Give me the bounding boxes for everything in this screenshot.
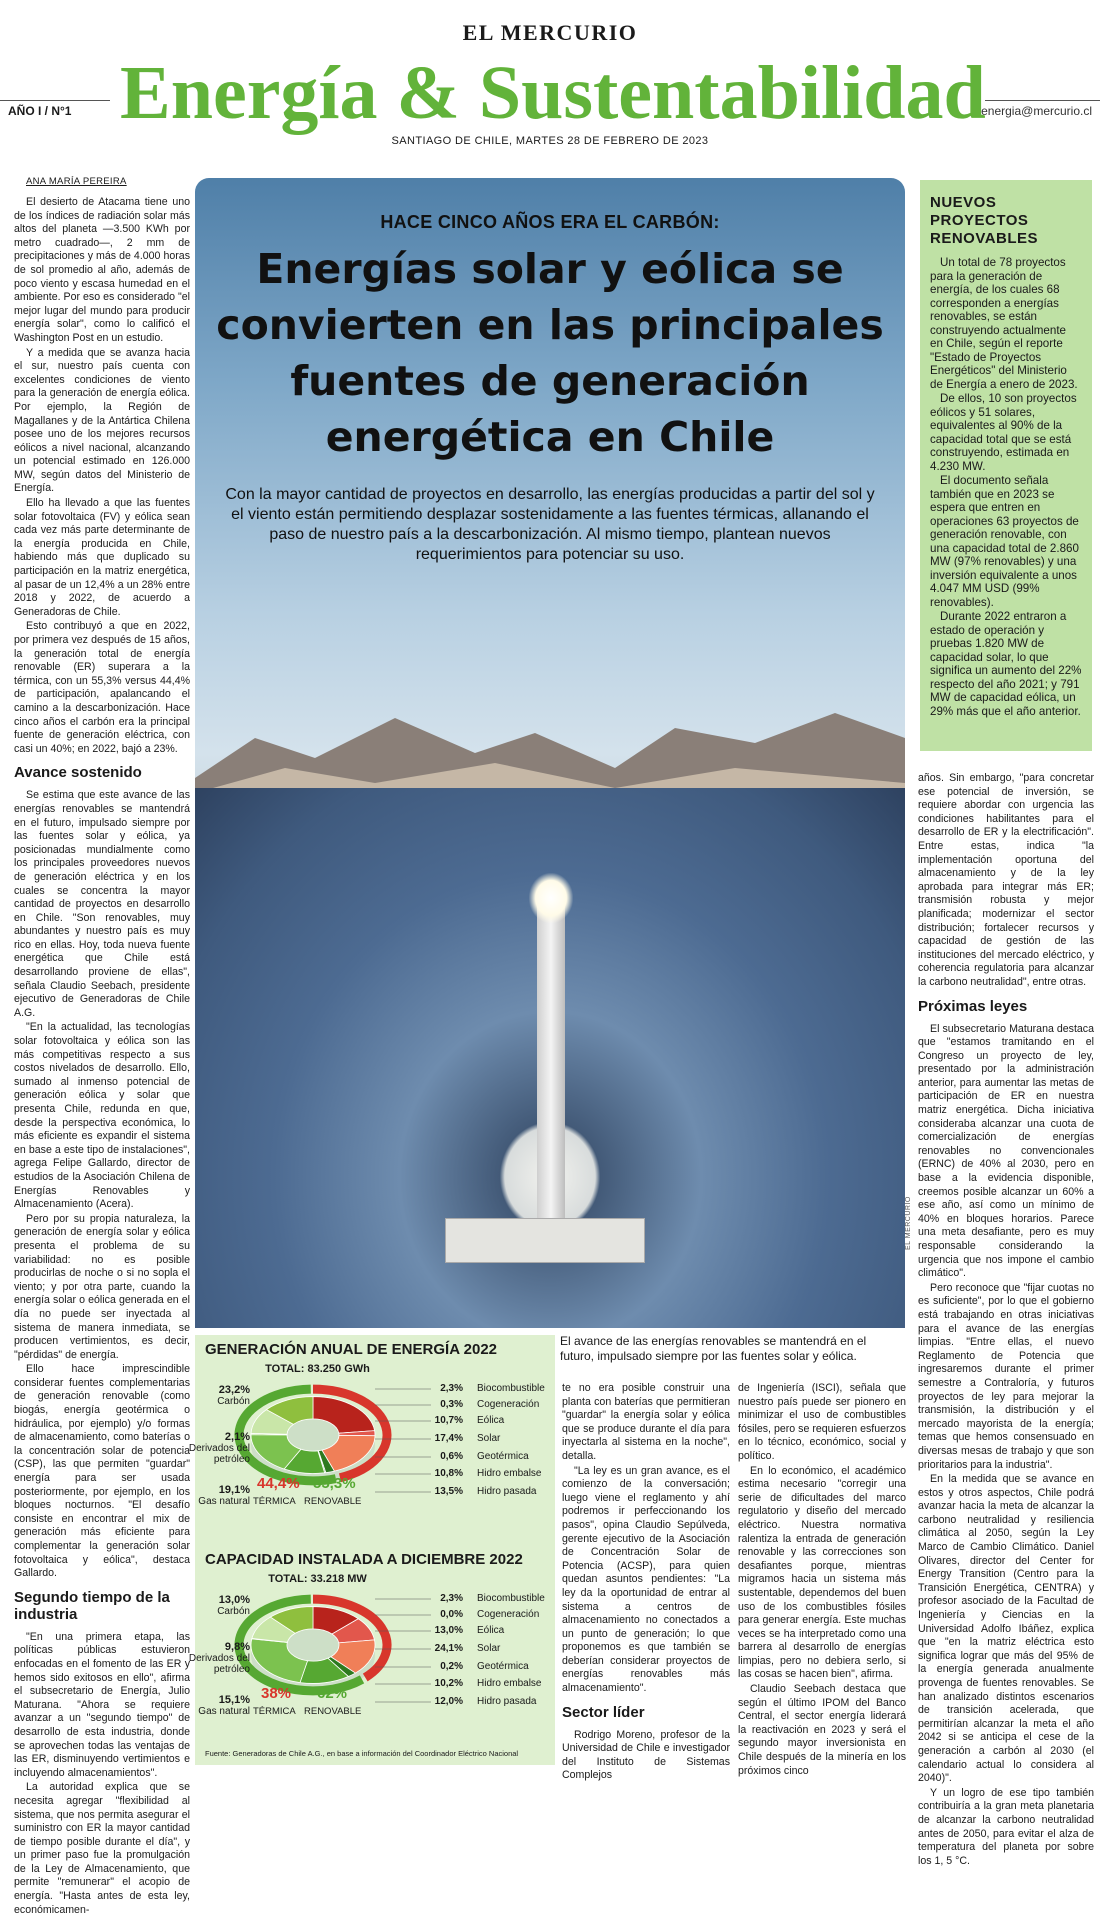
tower-receiver-glow bbox=[529, 873, 573, 923]
newspaper-name: EL MERCURIO bbox=[462, 20, 638, 45]
legend-row bbox=[429, 1592, 545, 1606]
left-label-text: Derivados del petróleo bbox=[188, 1653, 250, 1675]
subheading: Próximas leyes bbox=[918, 997, 1028, 1015]
legend-value: 2,3% bbox=[440, 1383, 463, 1394]
hero-photo bbox=[195, 178, 905, 1328]
legend-row bbox=[429, 1467, 541, 1481]
paragraph: En lo económico, el académico estima necesario "corregir una serie de dificultades del marco regulatorio y diseño del mercado eléctrico. Nuestra normativa ralentiza la entrada de generación renovable y las correcciones son desafiantes porque, mientras migramos hacia un sistema más sustentable, dependemos del buen uso de los combustibles fósiles para generar energía. Este muchas veces se ha interpretado como una barrera al desarrollo de energías limpias, pero no debiera serlo, si las cosas se hacen bien", afirma. bbox=[738, 1464, 906, 1681]
paragraph: Durante 2022 entraron a estado de operación y pruebas 1.820 MW de capacidad solar, lo que significa un aumento del 22% respecto del año 2021; y 791 MW de capacidad eólica, un 29% más que el año anterior. bbox=[930, 610, 1082, 718]
legend-label: Biocombustible bbox=[477, 1593, 545, 1604]
chart-source: Fuente: Generadoras de Chile A.G., en base a información del Coordinador Eléctrico Nacional bbox=[205, 1749, 519, 1758]
paragraph: La autoridad explica que se necesita agregar "flexibilidad al sistema, que nos permita asegurar el suministro con ER la mayor cantidad de tiempo posible durante el día", y un primer paso fue la promulgación de la Ley de Almacenamiento, que permite "remunerar" el acopio de energía. "Hasta antes de esta ley, económicamen- bbox=[14, 1781, 190, 1916]
left-label bbox=[198, 1485, 250, 1507]
paragraph: "En la actualidad, las tecnologías solar fotovoltaica y eólica son las más competitivas respecto a sus costos nivelados de desarrollo. Ello, sumado al inmenso potencial de generación eólica y solar que presenta Chile, redunda en que, desde la perspectiva económica, lo más eficiente es expandir el sistema en base a este tipo de instalaciones", agrega Felipe Gallardo, director de estudios de la Asociación Chilena de Energías Renovables y Almacenamiento (Acera). bbox=[14, 1021, 190, 1211]
legend-value: 10,2% bbox=[434, 1678, 463, 1689]
legend-label: Biocombustible bbox=[477, 1383, 545, 1394]
legend-row bbox=[429, 1414, 504, 1428]
legend-row bbox=[429, 1450, 529, 1464]
article-column-1 bbox=[14, 196, 190, 1916]
legend-label: Geotérmica bbox=[477, 1661, 529, 1672]
legend-row bbox=[429, 1642, 500, 1656]
legend-label: Solar bbox=[477, 1433, 501, 1444]
legend-row bbox=[429, 1624, 504, 1638]
left-label bbox=[198, 1695, 250, 1717]
legend-label: Hidro embalse bbox=[477, 1468, 542, 1479]
left-label-value: 23,2% bbox=[218, 1384, 250, 1396]
legend-value: 0,2% bbox=[440, 1661, 463, 1672]
capacity-chart bbox=[188, 1545, 555, 1750]
generation-chart bbox=[188, 1335, 555, 1540]
legend-label: Cogeneración bbox=[477, 1609, 540, 1620]
renewable-share: 62% bbox=[317, 1685, 348, 1702]
legend-value: 10,8% bbox=[434, 1468, 463, 1479]
paragraph: Y a medida que se avanza hacia el sur, nuestro país cuenta con excelentes condiciones de viento para la generación de energía eólica. Por ejemplo, la Región de Magallanes y de la Antártica Chilena posee uno de los mejores recursos eólicos a nivel nacional, alcanzando un potencial estimado en 126.000 MW, según datos del Ministerio de Energía. bbox=[14, 346, 190, 495]
paragraph: Rodrigo Moreno, profesor de la Universidad de Chile e investigador del Instituto de Sistemas Complejos bbox=[562, 1728, 730, 1782]
kicker: HACE CINCO AÑOS ERA EL CARBÓN: bbox=[380, 212, 720, 232]
left-label-text: Carbón bbox=[217, 1606, 250, 1617]
chart-title: GENERACIÓN ANUAL DE ENERGÍA 2022 bbox=[205, 1341, 498, 1358]
left-label-text: Derivados del petróleo bbox=[188, 1443, 250, 1465]
photo-caption: El avance de las energías renovables se mantendrá en el futuro, impulsado siempre por las fuentes solar y eólica. bbox=[560, 1334, 867, 1363]
paragraph: Pero reconoce que "fijar cuotas no es suficiente", por lo que el gobierno está trabajando en otras iniciativas para el avance de las energías limpias. "Entre ellas, el nuevo Reglamento de Potencia que ingresaremos durante el primer semestre a Contraloría, y futuros proyectos de ley para mejorar la transmisión, la distribución y el mercado mayorista de la energía; temas que hemos consensuado en diversas mesas de trabajo y que son prioritarios para la industria". bbox=[918, 1281, 1094, 1471]
legend-label: Eólica bbox=[477, 1415, 505, 1426]
subheading: Segundo tiempo de la industria bbox=[14, 1588, 170, 1623]
legend-label: Cogeneración bbox=[477, 1399, 540, 1410]
legend-value: 13,0% bbox=[434, 1625, 463, 1636]
paragraph: Ello hace imprescindible considerar fuentes complementarias de generación renovable (como biogás, energía geotérmica o hidráulica, por ejemplo) y/o formas de almacenamiento, como baterías o la concentración solar de potencia (CSP), las que permiten "guardar" energía para ser usada posteriormente, por ejemplo, en los bloques nocturnos. "El desafío consiste en encontrar el mix de generación más eficiente para complementar la generación solar fotovoltaica y eólica", destaca Gallardo. bbox=[14, 1363, 190, 1580]
paragraph: "La ley es un gran avance, es el comienzo de la conversación; luego viene el reglamento y ahí podremos ir perfeccionando los pasos", opina Claudio Sepúlveda, gerente ejecutivo de la Asociación de Concentración Solar de Potencia (ACSP), para quien quedan asuntos pendientes: "La ley da la oportunidad de entrar al sistema a centros de almacenamiento no conectados a un punto de generación; lo que proponemos es que también se deberían considerar proyectos de energías renovables más almacenamiento". bbox=[562, 1464, 730, 1695]
legend-row bbox=[429, 1677, 541, 1691]
paragraph: De ellos, 10 son proyectos eólicos y 51 solares, equivalentes al 90% de la capacidad total que se está construyendo, estimada en 4.230 MW. bbox=[930, 392, 1077, 473]
contact-email: energia@mercurio.cl bbox=[981, 104, 1092, 118]
legend-value: 12,0% bbox=[434, 1696, 463, 1707]
legend-value: 24,1% bbox=[434, 1643, 463, 1654]
legend-value: 2,3% bbox=[440, 1593, 463, 1604]
left-label-value: 19,1% bbox=[218, 1484, 250, 1496]
legend-row bbox=[429, 1432, 500, 1446]
legend-label: Geotérmica bbox=[477, 1451, 529, 1462]
left-label-value: 9,8% bbox=[224, 1641, 250, 1653]
thermal-label: TÉRMICA bbox=[253, 1496, 296, 1507]
byline: ANA MARÍA PEREIRA bbox=[26, 176, 127, 187]
legend-row bbox=[429, 1485, 536, 1499]
thermal-label: TÉRMICA bbox=[253, 1706, 296, 1717]
chart-title: CAPACIDAD INSTALADA A DICIEMBRE 2022 bbox=[205, 1551, 523, 1568]
solar-tower bbox=[537, 898, 565, 1228]
charts-panel bbox=[188, 1335, 555, 1765]
paragraph: Se estima que este avance de las energías renovables se mantendrá en el futuro, impulsado siempre por las fuentes solar y eólica, ya posicionadas mundialmente como los principales proveedores nuevos de generación eléctrica y en los cuales se concentra la mayor cantidad de proyectos en desarrollo en Chile. "Son renovables, muy abundantes y nuestro país es muy rico en ellas. Hoy, toda nueva fuente energética que Chile está desarrollando proviene de ellas", señala Claudio Seebach, presidente ejecutivo de Generadoras de Chile A.G. bbox=[14, 789, 190, 1019]
section-title: Energía & Sustentabilidad bbox=[120, 51, 986, 135]
legend-label: Hidro embalse bbox=[477, 1678, 542, 1689]
paragraph: El desierto de Atacama tiene uno de los índices de radiación solar más altos del planeta —3.500 KWh por metro cuadrado—, 2 mm de precipitaciones y más de 4.000 horas de sol promedio al año, además de poco viento y escasa humedad en el ambiente. Por eso es considerado "el mejor lugar del mundo para producir energía solar", como lo calificó el Washington Post en un estudio. bbox=[14, 196, 190, 344]
sidebar-box bbox=[920, 180, 1092, 751]
thermal-share: 38% bbox=[261, 1685, 292, 1702]
subheading: Avance sostenido bbox=[14, 764, 142, 782]
legend-value: 10,7% bbox=[434, 1415, 463, 1426]
legend-row bbox=[429, 1382, 545, 1396]
paragraph: de Ingeniería (ISCI), señala que nuestro país puede ser pionero en minimizar el uso de combustibles fósiles, pero se requieren esfuerzos en lo técnico, económico, social y político. bbox=[738, 1382, 906, 1462]
paragraph: Y un logro de ese tipo también contribuiría a la gran meta planetaria de alcanzar la carbono neutralidad antes de 2050, para evitar el alza de temperatura del planeta por sobre los 1, 5 °C. bbox=[918, 1786, 1094, 1867]
left-label-text: Gas natural bbox=[198, 1706, 250, 1717]
legend-row bbox=[429, 1608, 539, 1622]
paragraph: años. Sin embargo, "para concretar ese potencial de inversión, se requiere abordar con urgencia las condiciones habilitantes para el desarrollo de ER y la electrificación". Entre estas, indica "la implementación oportuna del almacenamiento y de la ley aprobada para integrar más ER; transmisión robusta y mejor planificada; modernizar el sector distribución; fortalecer recursos y capacidad de gestión de las instituciones del mercado eléctrico, y coherencia regulatoria para alcanzar la carbono neutralidad", entre otras. bbox=[918, 772, 1094, 988]
paragraph: Ello ha llevado a que las fuentes solar fotovoltaica (FV) y eólica sean cada vez más parte determinante de la energía producida en Chile, habiendo más que duplicado su participación en la matriz energética, al pasar de un 12,4% a un 28% entre 2018 y 2022, de acuerdo a Generadoras de Chile. bbox=[14, 497, 190, 618]
left-label bbox=[180, 1432, 250, 1465]
paragraph: te no era posible construir una planta con baterías que permitieran "guardar" la energía solar y eólica que se produce durante el día para inyectarla al sistema en la noche", detalla. bbox=[562, 1382, 730, 1462]
subheading: Sector líder bbox=[562, 1703, 645, 1721]
left-label bbox=[180, 1642, 250, 1675]
legend-value: 0,3% bbox=[440, 1399, 463, 1410]
paragraph: En la medida que se avance en estos y otros aspectos, Chile podrá avanzar hacia la meta de alcanzar la carbono neutralidad y resiliencia climática al 2050, según la Ley Marco de Cambio Climático. Daniel Olivares, director del Center for Energy Transition (Centro para la Transición Energética, CENTRA) y profesor asociado de la Facultad de Ingeniería y Ciencias en la Universidad Adolfo Ibáñez, explica que "en la matriz eléctrica esto significa lograr que más del 95% de la energía generada anualmente provenga de fuentes renovables. Se han analizado distintos escenarios de transición acelerada, que permitirían alcanzar la meta el año 2042 si se anticipa el cese de la generación a carbón al 2030 (el calendario actual lo considera al 2040)". bbox=[918, 1473, 1094, 1785]
left-label-text: Carbón bbox=[217, 1396, 250, 1407]
left-label bbox=[217, 1385, 250, 1407]
left-label-value: 13,0% bbox=[218, 1594, 250, 1606]
renewable-share: 55,3% bbox=[313, 1475, 356, 1492]
paragraph: "En una primera etapa, las políticas públicas estuvieron enfocadas en el fomento de las ER y hemos sido exitosos en ello", afirma el subsecretario de Energía, Julio Maturana. "Ahora se requiere avanzar a un "segundo tiempo" de desarrollo de esta industria, donde se aprovechen todas las ventajas de las ER, disminuyendo vertimientos e incluyendo almacenamientos". bbox=[14, 1630, 190, 1779]
chart-total: TOTAL: 83.250 GWh bbox=[265, 1363, 370, 1375]
left-label-value: 2,1% bbox=[224, 1431, 250, 1443]
sidebar-title: NUEVOS PROYECTOS RENOVABLES bbox=[930, 194, 1039, 247]
left-label-value: 15,1% bbox=[218, 1694, 250, 1706]
paragraph: El subsecretario Maturana destaca que "estamos tramitando en el Congreso un proyecto de ley, presentado por la administración anterior, para aumentar las metas de participación de ER en nuestra matriz energética. Dicha iniciativa consideraba alcanzar una cuota de comercialización de energías renovables no convencionales (ERNC) de 40% al 2030, pero en base a la evidencia disponible, creemos posible alcanzar un 60% a ese año, así como un mínimo de 40% en bloques horarios. Parece una meta desafiante, pero es muy responsable considerando la urgencia que nos impone el cambio climático". bbox=[918, 1022, 1094, 1280]
legend-label: Hidro pasada bbox=[477, 1696, 537, 1707]
left-label bbox=[217, 1595, 250, 1617]
photo-credit: EL MERCURIO bbox=[905, 1196, 912, 1250]
chart-total: TOTAL: 33.218 MW bbox=[268, 1573, 367, 1585]
left-label-text: Gas natural bbox=[198, 1496, 250, 1507]
renewable-label: RENOVABLE bbox=[304, 1496, 362, 1507]
paragraph: El documento señala también que en 2023 se espera que entren en operaciones 63 proyectos de generación renovable, con una capacidad total de 2.860 MW (97% renovables) y una inversión equivalente a unos 4.047 MM USD (99% renovables). bbox=[930, 474, 1079, 609]
renewable-label: RENOVABLE bbox=[304, 1706, 362, 1717]
headline: Energías solar y eólica se convierten en las principales fuentes de generación energética en Chile bbox=[216, 245, 884, 461]
paragraph: Un total de 78 proyectos para la generación de energía, de los cuales 68 corresponden a energías renovables, se están construyendo actualmente en Chile, según el reporte "Estado de Proyectos Energéticos" del Ministerio de Energía a enero de 2023. bbox=[930, 256, 1078, 391]
divider bbox=[0, 100, 110, 101]
paragraph: Claudio Seebach destaca que según el último IPOM del Banco Central, el sector energía liderará la reactivación en 2023 y será el segundo mayor inversionista en Chile después de la minería en los próximos cinco bbox=[738, 1683, 906, 1777]
legend-row bbox=[429, 1660, 529, 1674]
issue-number: AÑO I / N°1 bbox=[8, 104, 72, 118]
power-block bbox=[445, 1218, 645, 1263]
paragraph: Esto contribuyó a que en 2022, por primera vez después de 15 años, la generación total de energía renovable (ER) superara a la térmica, con un 55,3% versus 44,4% de participación, apalancando el camino a la descarbonización. Hace cinco años el carbón era la principal fuente de generación eléctrica, con casi un 40%; en 2022, bajó a 23%. bbox=[14, 620, 190, 755]
article-column-3 bbox=[918, 772, 1094, 1867]
legend-label: Solar bbox=[477, 1643, 501, 1654]
legend-label: Eólica bbox=[477, 1625, 505, 1636]
article-column-a bbox=[562, 1382, 730, 1782]
article-column-b bbox=[738, 1382, 906, 1777]
dateline: SANTIAGO DE CHILE, MARTES 28 DE FEBRERO DE 2023 bbox=[391, 135, 709, 147]
legend-value: 13,5% bbox=[434, 1486, 463, 1497]
legend-value: 0,6% bbox=[440, 1451, 463, 1462]
deck: Con la mayor cantidad de proyectos en desarrollo, las energías producidas a partir del sol y el viento están permitiendo desplazar sostenidamente a las fuentes térmicas, allanando el paso de nuestro país a la descarbonización. Al mismo tiempo, plantean nuevos requerimientos para potenciar su uso. bbox=[225, 486, 875, 563]
legend-row bbox=[429, 1398, 539, 1412]
legend-row bbox=[429, 1695, 536, 1709]
paragraph: Pero por su propia naturaleza, la generación de energía solar y eólica presenta el problema de su variabilidad: no es posible producirlas de noche o si no sopla el viento; y por otra parte, cuando la energía solar o eólica generada en el día no puede ser inyectada al sistema de manera inmediata, se producen vertimientos, es decir, "pérdidas" de energía. bbox=[14, 1212, 190, 1361]
legend-value: 17,4% bbox=[434, 1433, 463, 1444]
legend-value: 0,0% bbox=[440, 1609, 463, 1620]
divider bbox=[985, 100, 1100, 101]
legend-label: Hidro pasada bbox=[477, 1486, 537, 1497]
thermal-share: 44,4% bbox=[257, 1475, 300, 1492]
